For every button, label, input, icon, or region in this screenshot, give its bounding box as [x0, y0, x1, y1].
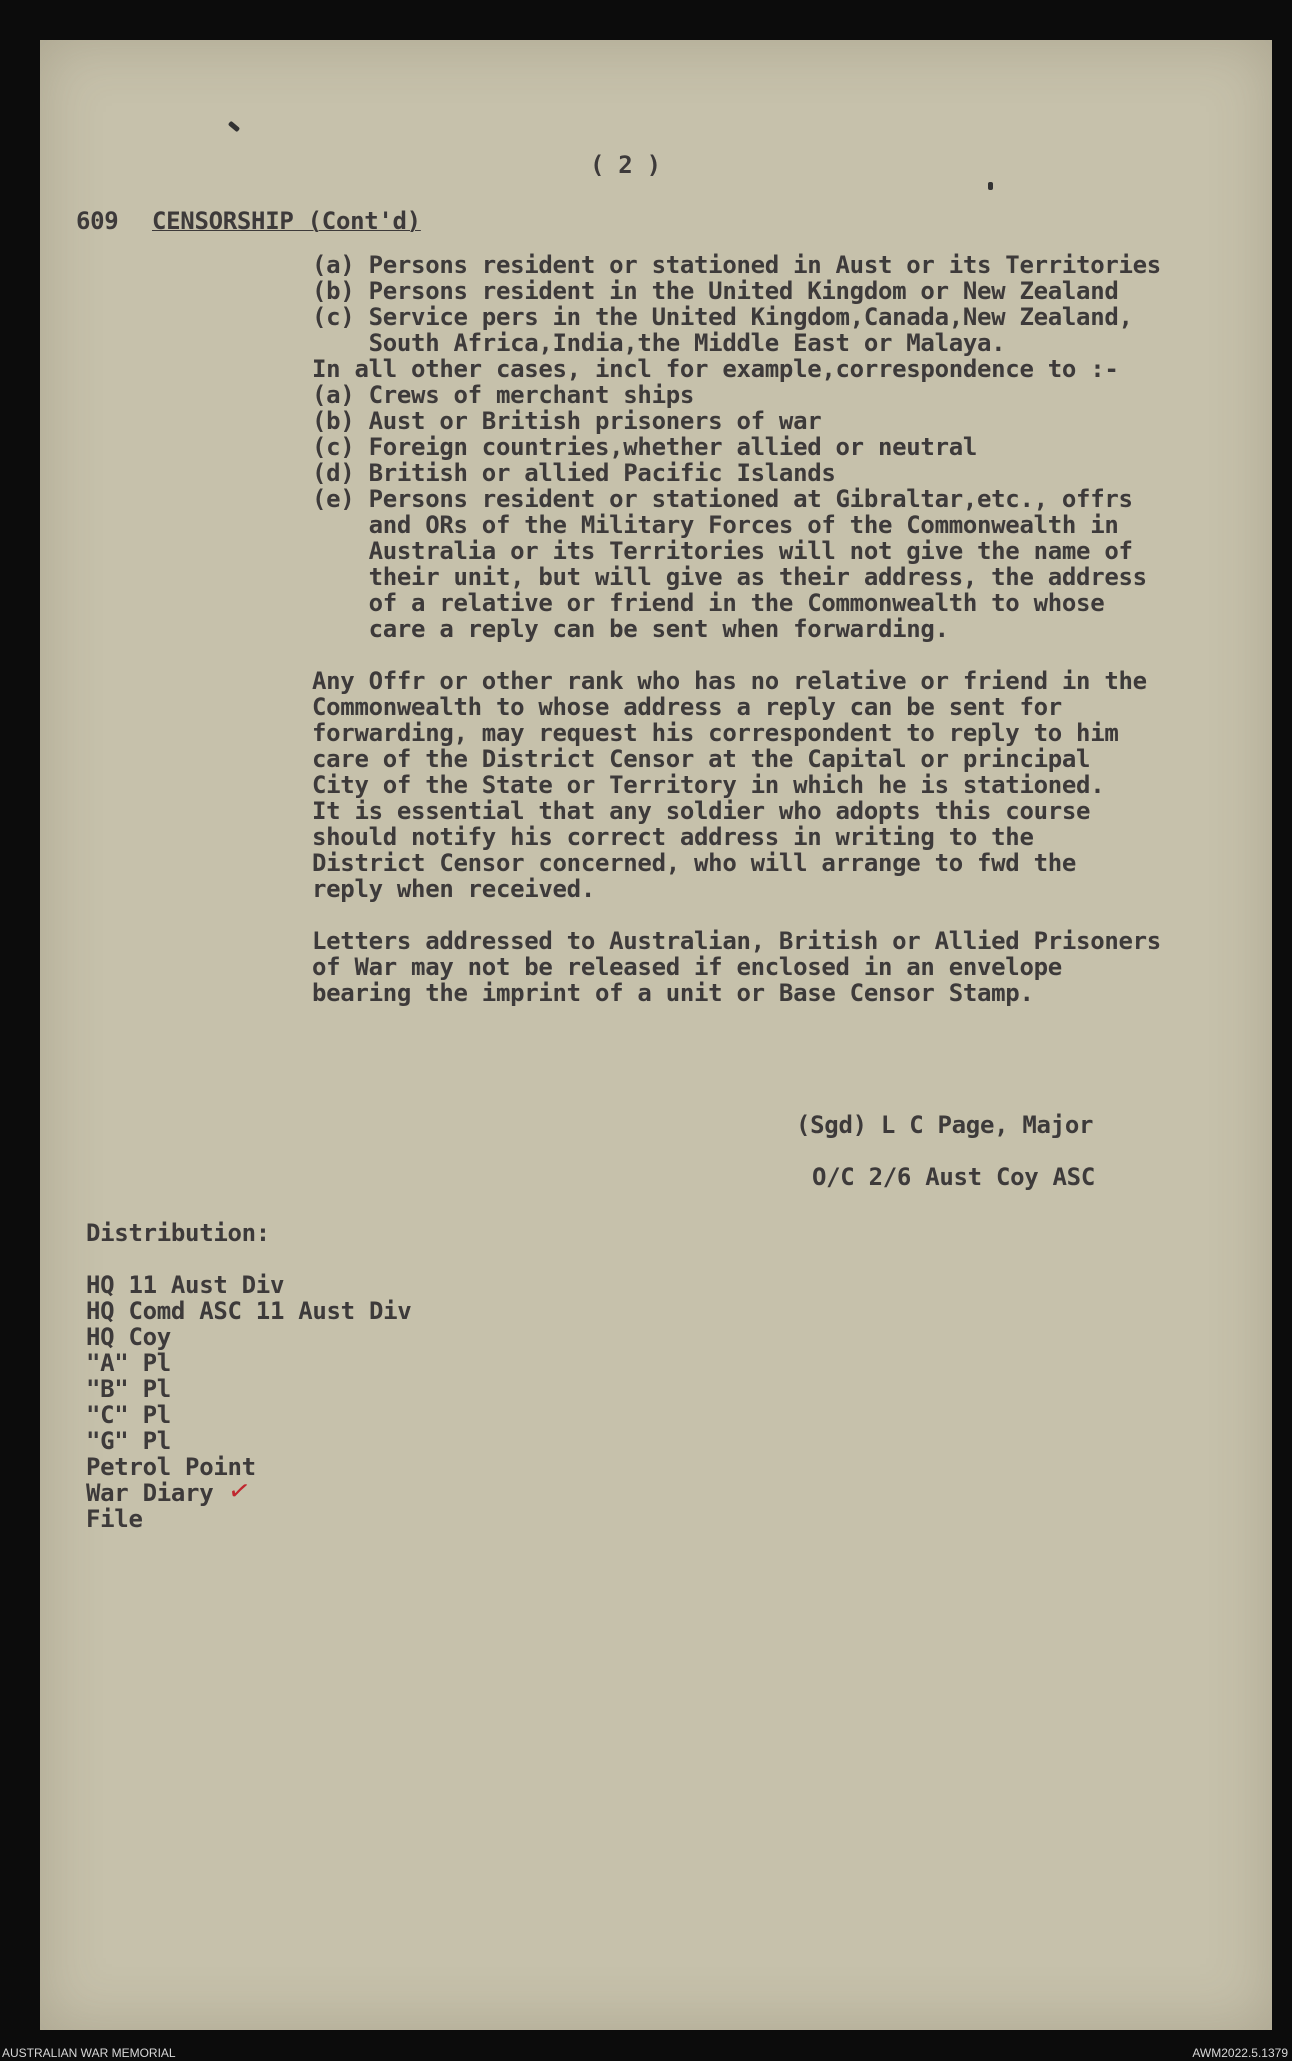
list-item: their unit, but will give as their address, the address [312, 563, 1147, 591]
list-item: (d) British or allied Pacific Islands [312, 459, 836, 487]
signature-line: (Sgd) L C Page, Major [796, 1111, 1094, 1139]
paragraph-line: Commonwealth to whose address a reply can be sent for [312, 693, 1062, 721]
page-number: ( 2 ) [590, 151, 661, 179]
distribution-item: File [86, 1505, 143, 1533]
paragraph-line: of War may not be released if enclosed in an envelope [312, 953, 1062, 981]
distribution-item: Petrol Point [86, 1453, 256, 1481]
red-tick-icon: ✓ [227, 1471, 252, 1510]
list-item: South Africa,India,the Middle East or Malaya. [312, 329, 1006, 357]
distribution-item: HQ 11 Aust Div [86, 1271, 285, 1299]
distribution-item: War Diary [86, 1479, 214, 1507]
list-item: (b) Aust or British prisoners of war [312, 407, 822, 435]
distribution-item: HQ Comd ASC 11 Aust Div [86, 1297, 412, 1325]
paragraph-line: care of the District Censor at the Capital or principal [312, 745, 1091, 773]
distribution-item: HQ Coy [86, 1323, 171, 1351]
paragraph-line: Any Offr or other rank who has no relative or friend in the [312, 667, 1147, 695]
paragraph-line: City of the State or Territory in which he is stationed. [312, 771, 1105, 799]
section-title: CENSORSHIP (Cont'd) [152, 207, 421, 235]
list-item: (e) Persons resident or stationed at Gibraltar,etc., offrs [312, 485, 1133, 513]
list-item: and ORs of the Military Forces of the Commonwealth in [312, 511, 1119, 539]
distribution-item: "C" Pl [86, 1401, 171, 1429]
distribution-title: Distribution: [86, 1219, 270, 1247]
distribution-item: "B" Pl [86, 1375, 171, 1403]
paragraph-line: District Censor concerned, who will arrange to fwd the [312, 849, 1077, 877]
paragraph-line: It is essential that any soldier who adopts this course [312, 797, 1091, 825]
paragraph-line: forwarding, may request his correspondent to reply to him [312, 719, 1119, 747]
list-item: (b) Persons resident in the United Kingdom or New Zealand [312, 277, 1119, 305]
section-number: 609 [76, 207, 119, 235]
footer-credit: AUSTRALIAN WAR MEMORIAL [2, 2046, 176, 2060]
list-item: (a) Persons resident or stationed in Aust or its Territories [312, 251, 1161, 279]
paragraph-line: bearing the imprint of a unit or Base Censor Stamp. [312, 979, 1034, 1007]
list-intro: In all other cases, incl for example,correspondence to :- [312, 355, 1119, 383]
list-item: (c) Foreign countries,whether allied or neutral [312, 433, 978, 461]
distribution-item: "G" Pl [86, 1427, 171, 1455]
footer-accession-number: AWM2022.5.1379 [1192, 2046, 1288, 2060]
list-item: care a reply can be sent when forwarding. [312, 615, 949, 643]
ink-mark [988, 182, 993, 190]
paragraph-line: reply when received. [312, 875, 595, 903]
paragraph-line: Letters addressed to Australian, British or Allied Prisoners [312, 927, 1161, 955]
signature-title: O/C 2/6 Aust Coy ASC [812, 1163, 1095, 1191]
distribution-item: "A" Pl [86, 1349, 171, 1377]
list-item: of a relative or friend in the Commonwealth to whose [312, 589, 1105, 617]
list-item: (a) Crews of merchant ships [312, 381, 695, 409]
ink-mark [228, 121, 240, 133]
list-item: Australia or its Territories will not give the name of [312, 537, 1133, 565]
list-item: (c) Service pers in the United Kingdom,Canada,New Zealand, [312, 303, 1133, 331]
paragraph-line: should notify his correct address in writing to the [312, 823, 1034, 851]
